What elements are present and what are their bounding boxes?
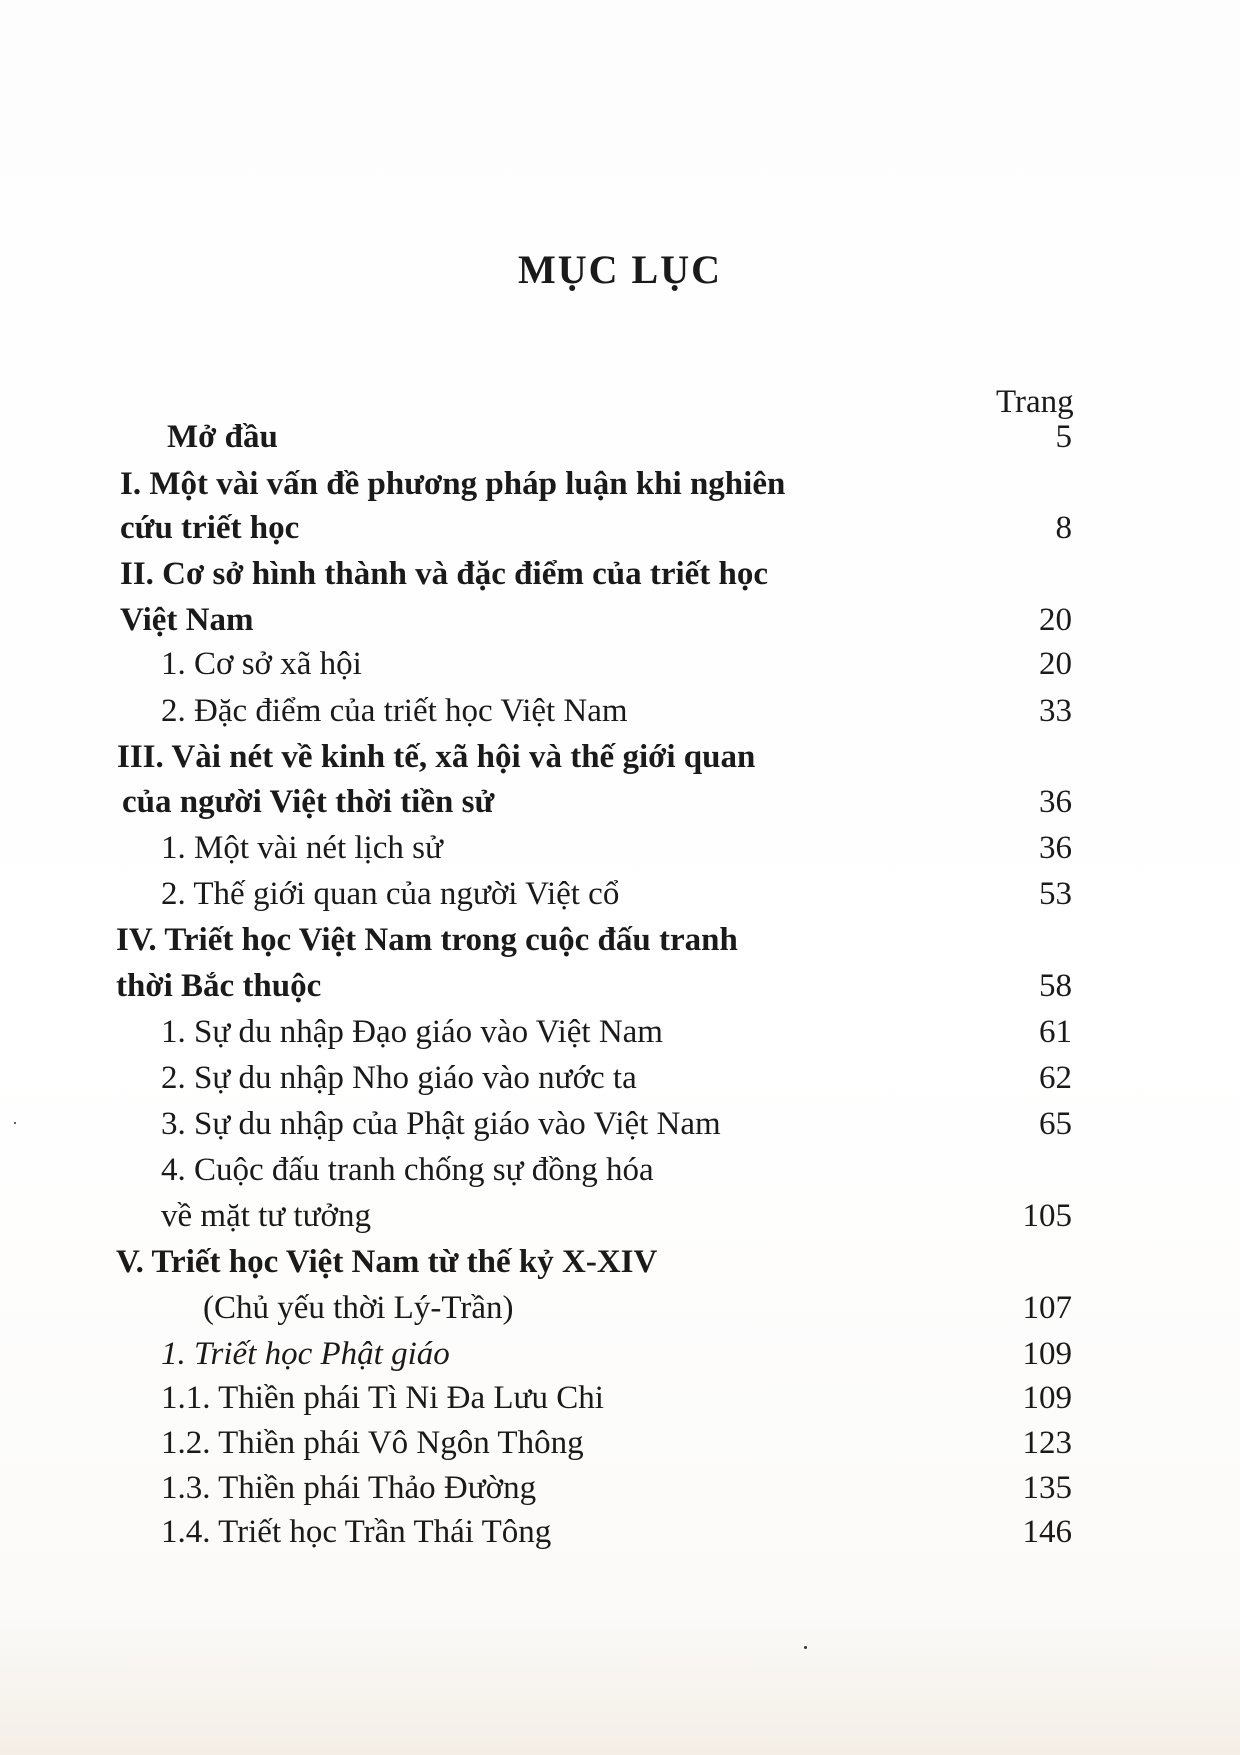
toc-entry-title: 2. Sự du nhập Nho giáo vào nước ta xyxy=(161,1060,637,1096)
toc-entry xyxy=(0,506,1240,550)
toc-entry-page: 109 xyxy=(1022,1336,1072,1372)
toc-entry-title: 2. Đặc điểm của triết học Việt Nam xyxy=(161,693,628,729)
toc-entry-page: 135 xyxy=(1022,1470,1072,1506)
toc-entry-title: Mở đầu xyxy=(167,419,278,455)
toc-entry-title: 1. Một vài nét lịch sử xyxy=(161,830,443,866)
toc-entry xyxy=(0,780,1240,824)
toc-entry xyxy=(0,1466,1240,1510)
toc-entry-title: về mặt tư tưởng xyxy=(161,1198,371,1234)
toc-entry-page: 105 xyxy=(1022,1198,1072,1234)
toc-entry-title: Việt Nam xyxy=(120,602,254,638)
toc-entry-page: 146 xyxy=(1022,1514,1072,1550)
page-title: MỤC LỤC xyxy=(518,247,722,292)
toc-entry-page: 123 xyxy=(1022,1425,1072,1461)
toc-entry xyxy=(0,1010,1240,1054)
toc-entry-page: 5 xyxy=(1055,419,1072,455)
toc-entry-title: III. Vài nét về kinh tế, xã hội và thế giới quan xyxy=(117,739,756,775)
toc-entry-title: II. Cơ sở hình thành và đặc điểm của triết học xyxy=(120,556,769,592)
toc-entry-title: I. Một vài vấn đề phương pháp luận khi nghiên xyxy=(120,466,786,502)
toc-entry-title: 1.1. Thiền phái Tì Ni Đa Lưu Chi xyxy=(161,1380,604,1416)
toc-entry xyxy=(0,1376,1240,1420)
toc-entry-title: 4. Cuộc đấu tranh chống sự đồng hóa xyxy=(161,1152,654,1188)
toc-entry-title: 2. Thế giới quan của người Việt cổ xyxy=(161,876,620,912)
toc-entry-title: V. Triết học Việt Nam từ thế kỷ X-XIV xyxy=(116,1244,658,1280)
toc-entry-page: 36 xyxy=(1039,830,1072,866)
toc-entry-title: 1.4. Triết học Trần Thái Tông xyxy=(161,1514,552,1550)
page-column-header: Trang xyxy=(996,384,1074,420)
toc-entry-page: 107 xyxy=(1022,1290,1072,1326)
toc-entry-title: cứu triết học xyxy=(120,510,300,546)
toc-entry xyxy=(0,1240,1240,1284)
toc-entry xyxy=(0,462,1240,506)
toc-entry xyxy=(0,1332,1240,1376)
toc-entry-title: của người Việt thời tiền sử xyxy=(122,784,495,820)
toc-entry xyxy=(0,1102,1240,1146)
dust-speck xyxy=(14,1122,16,1124)
toc-entry xyxy=(0,918,1240,962)
toc-entry-title: 3. Sự du nhập của Phật giáo vào Việt Nam xyxy=(161,1106,721,1142)
toc-entry xyxy=(0,1056,1240,1100)
toc-entry-page: 62 xyxy=(1039,1060,1072,1096)
toc-entry xyxy=(0,964,1240,1008)
toc-entry-title: 1.2. Thiền phái Vô Ngôn Thông xyxy=(161,1425,584,1461)
toc-entry xyxy=(0,1421,1240,1465)
toc-entry-page: 53 xyxy=(1039,876,1072,912)
toc-entry-title: IV. Triết học Việt Nam trong cuộc đấu tranh xyxy=(116,922,738,958)
toc-entry-title: thời Bắc thuộc xyxy=(116,968,322,1004)
toc-entry-title: (Chủ yếu thời Lý-Trần) xyxy=(203,1290,514,1326)
toc-entry-page: 58 xyxy=(1039,968,1072,1004)
toc-entry xyxy=(0,689,1240,733)
toc-entry-page: 20 xyxy=(1039,646,1072,682)
toc-entry xyxy=(0,642,1240,686)
toc-entry xyxy=(0,1286,1240,1330)
toc-entry-page: 20 xyxy=(1039,602,1072,638)
toc-entry xyxy=(0,1148,1240,1192)
toc-entry xyxy=(0,598,1240,642)
toc-entry-page: 109 xyxy=(1022,1380,1072,1416)
toc-entry-page: 33 xyxy=(1039,693,1072,729)
toc-entry xyxy=(0,826,1240,870)
toc-entry xyxy=(0,1194,1240,1238)
toc-entry-page: 36 xyxy=(1039,784,1072,820)
toc-entry xyxy=(0,552,1240,596)
toc-entry xyxy=(0,1510,1240,1554)
toc-entry-title: 1. Cơ sở xã hội xyxy=(161,646,362,682)
toc-entry xyxy=(0,735,1240,779)
toc-entry-page: 8 xyxy=(1055,510,1072,546)
toc-entry-title: 1. Sự du nhập Đạo giáo vào Việt Nam xyxy=(161,1014,663,1050)
toc-entry xyxy=(0,872,1240,916)
toc-entry-title: 1. Triết học Phật giáo xyxy=(161,1336,450,1372)
toc-entry-page: 61 xyxy=(1039,1014,1072,1050)
toc-entry xyxy=(0,415,1240,459)
toc-entry-title: 1.3. Thiền phái Thảo Đường xyxy=(161,1470,537,1506)
dust-speck xyxy=(804,1646,807,1649)
toc-entry-page: 65 xyxy=(1039,1106,1072,1142)
